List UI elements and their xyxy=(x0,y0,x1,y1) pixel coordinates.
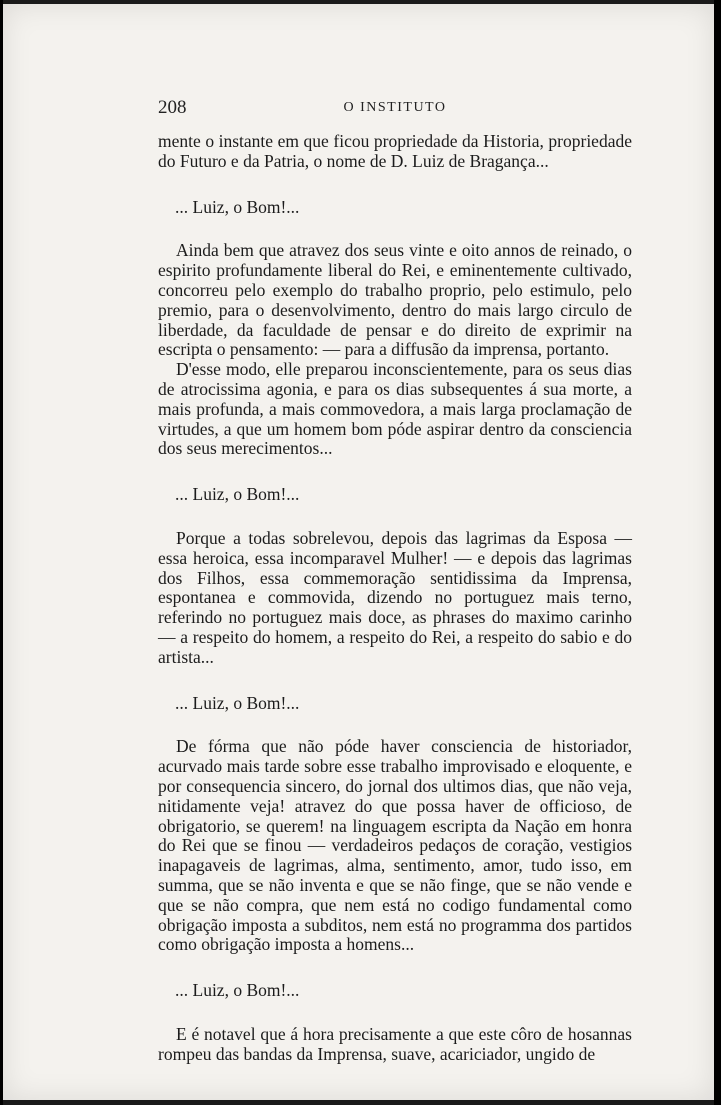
running-title: O INSTITUTO xyxy=(343,100,447,115)
paragraph-2: Ainda bem que atravez dos seus vinte e oito annos de reinado, o espirito profundamente liberal do Rei, e eminentemente cultivado, concorreu pelo exemplo do trabalho proprio, pelo estimulo, pelo premio, para o desenvolvimento, dentro do mais largo circulo de liberdade, da faculdade de pensar e do direito de exprimir na escripta o pensamento: — para a diffusão da imprensa, portanto. xyxy=(158,240,632,360)
page-header xyxy=(158,97,632,121)
refrain-3: ... Luiz, o Bom!... xyxy=(175,692,300,713)
scan-border-right xyxy=(714,0,721,1105)
paragraph-6: E é notavel que á hora precisamente a que este côro de hosannas rompeu das bandas da Imprensa, suave, acariciador, ungido de xyxy=(158,1023,632,1064)
refrain-1: ... Luiz, o Bom!... xyxy=(175,196,300,217)
page-number: 208 xyxy=(158,97,187,118)
refrain-4: ... Luiz, o Bom!... xyxy=(175,980,300,1001)
paragraph-1: mente o instante em que ficou propriedade da Historia, propriedade do Futuro e da Patria, o nome de D. Luiz de Bragança... xyxy=(158,131,632,171)
paragraph-5: De fórma que não póde haver consciencia de historiador, acurvado mais tarde sobre esse trabalho improvisado e eloquente, e por consequencia sincero, do jornal dos ultimos dias, que não veja, nitidamente veja! atravez do que possa haver de officioso, de obrigatorio, se querem! na linguagem escripta da Nação em honra do Rei que se finou — verdadeiros pedaços de coração, vestigios inapagaveis de lagrimas, alma, sentimento, amor, tudo isso, em summa, que se não inventa e que se não finge, que se não vende e que se não compra, que nem está no codigo fundamental como obrigação imposta a subditos, nem está no programma dos partidos como obrigação imposta a homens... xyxy=(158,736,632,955)
body-text xyxy=(158,132,632,1064)
paragraph-3: D'esse modo, elle preparou inconscientemente, para os seus dias de atrocissima agonia, e para os dias subsequentes á sua morte, a mais profunda, a mais commovedora, a mais larga proclamação de virtudes, a que um homem bom póde aspirar dentro da consciencia dos seus merecimentos... xyxy=(158,359,632,459)
paragraph-4: Porque a todas sobrelevou, depois das lagrimas da Esposa — essa heroica, essa incomparavel Mulher! — e depois das lagrimas dos Filhos, essa commemoração sentidissima da Imprensa, espontanea e commovida, dizendo no portuguez mais terno, referindo no portuguez mais doce, as phrases do maximo carinho — a respeito do homem, a respeito do Rei, a respeito do sabio e do artista... xyxy=(158,527,632,667)
refrain-2: ... Luiz, o Bom!... xyxy=(175,484,300,505)
